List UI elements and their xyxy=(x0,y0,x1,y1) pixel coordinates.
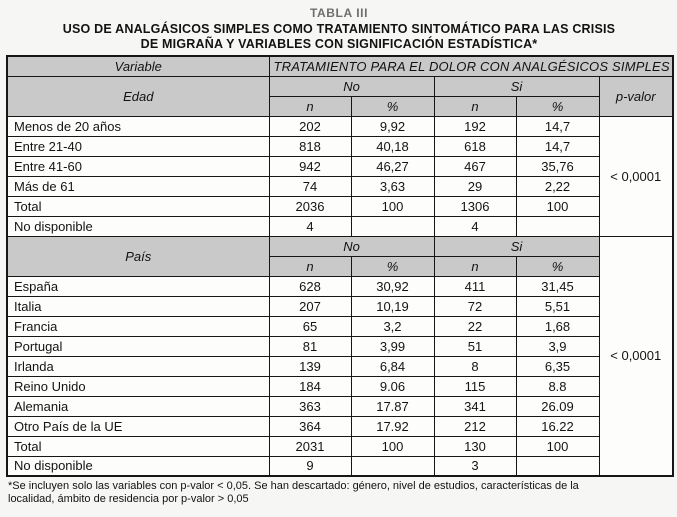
treatment-column-header: TRATAMIENTO PARA EL DOLOR CON ANALGÉSICOS SIMPLES xyxy=(269,56,673,76)
table-number-title: TABLA III xyxy=(309,6,369,20)
cell-si-n: 51 xyxy=(434,336,516,356)
cell-si-n: 212 xyxy=(434,416,516,436)
cell-no-pct: 40,18 xyxy=(351,136,434,156)
cell-si-n: 411 xyxy=(434,276,516,296)
cell-si-pct xyxy=(516,456,599,476)
pct-header: % xyxy=(516,96,599,116)
cell-no-n: 74 xyxy=(269,176,351,196)
table-row xyxy=(7,296,673,316)
cell-si-pct: 3,9 xyxy=(516,336,599,356)
cell-no-pct: 30,92 xyxy=(351,276,434,296)
cell-no-pct: 3,63 xyxy=(351,176,434,196)
pct-header: % xyxy=(351,96,434,116)
table-row xyxy=(7,276,673,296)
row-label: Más de 61 xyxy=(7,176,269,196)
table-subtitle xyxy=(6,22,672,51)
cell-si-n: 29 xyxy=(434,176,516,196)
cell-no-pct: 100 xyxy=(351,436,434,456)
si-group-header: Si xyxy=(434,236,599,256)
row-label: Francia xyxy=(7,316,269,336)
cell-si-pct xyxy=(516,216,599,236)
cell-no-n: 81 xyxy=(269,336,351,356)
row-label: Alemania xyxy=(7,396,269,416)
table-row xyxy=(7,216,673,236)
cell-no-n: 2031 xyxy=(269,436,351,456)
cell-si-pct: 100 xyxy=(516,196,599,216)
cell-no-n: 2036 xyxy=(269,196,351,216)
cell-no-n: 942 xyxy=(269,156,351,176)
table-row xyxy=(7,436,673,456)
cell-si-n: 115 xyxy=(434,376,516,396)
cell-si-n: 467 xyxy=(434,156,516,176)
row-label: Portugal xyxy=(7,336,269,356)
cell-si-n: 1306 xyxy=(434,196,516,216)
row-label: Entre 41-60 xyxy=(7,156,269,176)
pct-header: % xyxy=(351,256,434,276)
cell-si-pct: 2,22 xyxy=(516,176,599,196)
cell-no-pct: 10,19 xyxy=(351,296,434,316)
si-group-header: Si xyxy=(434,76,599,96)
cell-no-n: 202 xyxy=(269,116,351,136)
table-row xyxy=(7,356,673,376)
row-label: No disponible xyxy=(7,216,269,236)
cell-no-n: 65 xyxy=(269,316,351,336)
row-label: Reino Unido xyxy=(7,376,269,396)
cell-no-n: 207 xyxy=(269,296,351,316)
cell-no-n: 628 xyxy=(269,276,351,296)
cell-si-n: 618 xyxy=(434,136,516,156)
n-header: n xyxy=(269,96,351,116)
row-label: Total xyxy=(7,436,269,456)
table-row xyxy=(7,176,673,196)
no-group-header: No xyxy=(269,76,434,96)
data-table xyxy=(6,55,674,477)
cell-si-pct: 35,76 xyxy=(516,156,599,176)
n-header: n xyxy=(434,256,516,276)
footnote-line-1: *Se incluyen solo las variables con p-valor < 0,05. Se han descartado: género, nivel de estudios, características de la xyxy=(8,480,579,492)
p-value-pais: < 0,0001 xyxy=(599,236,673,476)
cell-no-n: 9 xyxy=(269,456,351,476)
table-row xyxy=(7,416,673,436)
cell-si-n: 72 xyxy=(434,296,516,316)
cell-no-n: 818 xyxy=(269,136,351,156)
cell-no-pct xyxy=(351,216,434,236)
cell-no-pct: 46,27 xyxy=(351,156,434,176)
p-value-edad: < 0,0001 xyxy=(599,116,673,236)
cell-no-pct: 9,92 xyxy=(351,116,434,136)
cell-si-n: 3 xyxy=(434,456,516,476)
cell-si-n: 8 xyxy=(434,356,516,376)
cell-no-pct: 17.87 xyxy=(351,396,434,416)
subtitle-line-1: USO DE ANALGÁSICOS SIMPLES COMO TRATAMIENTO SINTOMÁTICO PARA LAS CRISIS xyxy=(62,22,616,36)
row-label: Irlanda xyxy=(7,356,269,376)
header-row-main xyxy=(7,56,673,76)
table-row xyxy=(7,156,673,176)
row-label: Menos de 20 años xyxy=(7,116,269,136)
cell-no-pct: 6,84 xyxy=(351,356,434,376)
cell-si-pct: 16.22 xyxy=(516,416,599,436)
cell-no-pct: 100 xyxy=(351,196,434,216)
cell-no-pct xyxy=(351,456,434,476)
cell-no-pct: 9.06 xyxy=(351,376,434,396)
cell-si-pct: 14,7 xyxy=(516,136,599,156)
pais-header-row xyxy=(7,236,673,256)
table-row xyxy=(7,336,673,356)
cell-si-pct: 100 xyxy=(516,436,599,456)
cell-si-pct: 6,35 xyxy=(516,356,599,376)
group-header-pais: País xyxy=(7,236,269,276)
cell-no-n: 364 xyxy=(269,416,351,436)
edad-header-row xyxy=(7,76,673,96)
cell-si-pct: 8.8 xyxy=(516,376,599,396)
row-label: Otro País de la UE xyxy=(7,416,269,436)
cell-no-n: 363 xyxy=(269,396,351,416)
cell-si-n: 130 xyxy=(434,436,516,456)
row-label: Italia xyxy=(7,296,269,316)
pvalor-column-header: p-valor xyxy=(599,76,673,116)
n-header: n xyxy=(269,256,351,276)
no-group-header: No xyxy=(269,236,434,256)
pct-header: % xyxy=(516,256,599,276)
row-label: Total xyxy=(7,196,269,216)
row-label: España xyxy=(7,276,269,296)
group-header-edad: Edad xyxy=(7,76,269,116)
table-row xyxy=(7,136,673,156)
footnote xyxy=(6,480,672,507)
cell-no-pct: 17.92 xyxy=(351,416,434,436)
variable-column-header: Variable xyxy=(7,56,269,76)
footnote-line-2: localidad, ámbito de residencia por p-valor > 0,05 xyxy=(8,493,249,506)
table-row xyxy=(7,316,673,336)
cell-si-n: 4 xyxy=(434,216,516,236)
cell-si-n: 341 xyxy=(434,396,516,416)
row-label: Entre 21-40 xyxy=(7,136,269,156)
row-label: No disponible xyxy=(7,456,269,476)
cell-no-n: 184 xyxy=(269,376,351,396)
table-row xyxy=(7,396,673,416)
cell-no-pct: 3,99 xyxy=(351,336,434,356)
cell-si-n: 192 xyxy=(434,116,516,136)
cell-si-n: 22 xyxy=(434,316,516,336)
table-row xyxy=(7,196,673,216)
cell-si-pct: 1,68 xyxy=(516,316,599,336)
table-row xyxy=(7,376,673,396)
subtitle-line-2: DE MIGRAÑA Y VARIABLES CON SIGNIFICACIÓN ESTADÍSTICA* xyxy=(140,36,538,51)
cell-si-pct: 14,7 xyxy=(516,116,599,136)
cell-si-pct: 26.09 xyxy=(516,396,599,416)
cell-no-n: 4 xyxy=(269,216,351,236)
cell-no-pct: 3,2 xyxy=(351,316,434,336)
cell-si-pct: 5,51 xyxy=(516,296,599,316)
n-header: n xyxy=(434,96,516,116)
table-row xyxy=(7,116,673,136)
table-row xyxy=(7,456,673,476)
cell-no-n: 139 xyxy=(269,356,351,376)
cell-si-pct: 31,45 xyxy=(516,276,599,296)
